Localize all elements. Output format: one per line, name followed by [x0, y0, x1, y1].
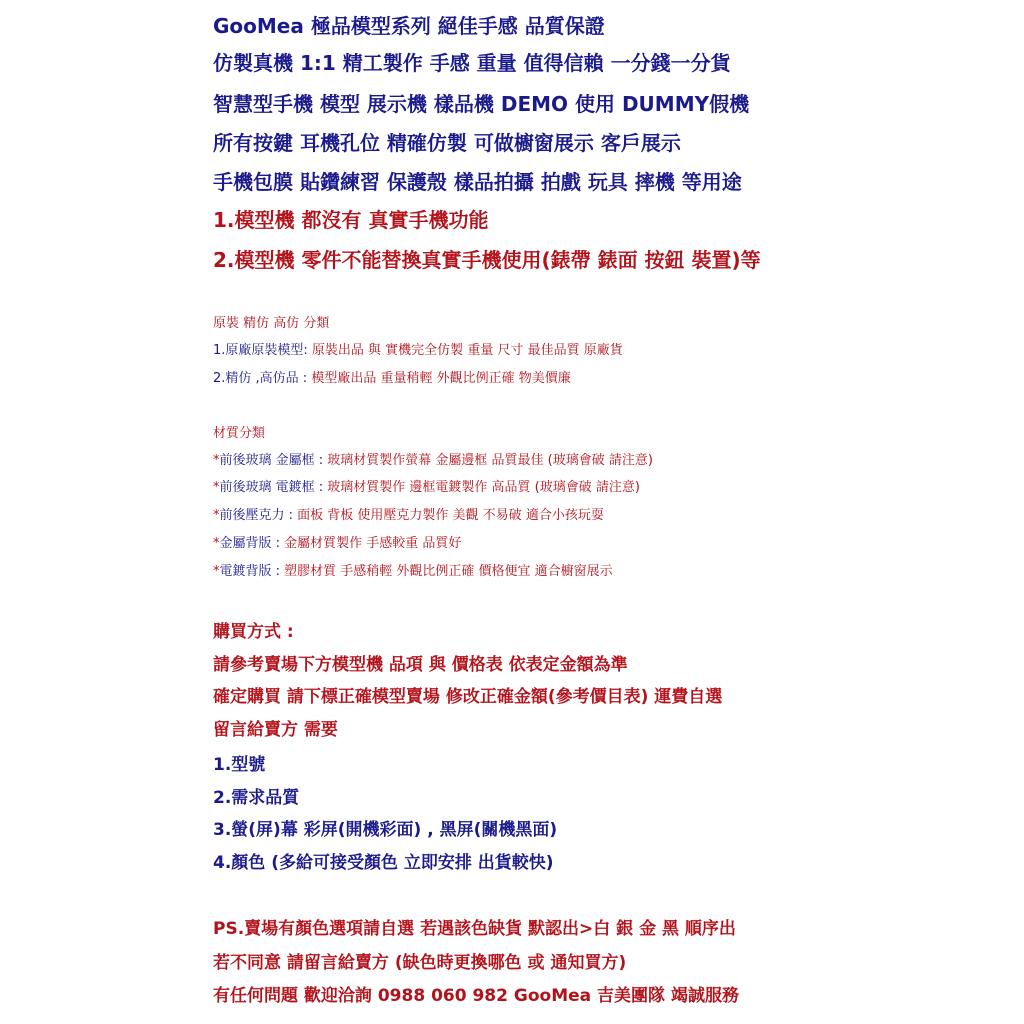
- material-item-label: 前後玻璃 金屬框 :: [219, 453, 328, 468]
- grade-item-1: [213, 344, 623, 357]
- need-item-1: 1.型號: [213, 755, 266, 775]
- bullet-star: *: [213, 480, 220, 495]
- intro-line-4: 所有按鍵 耳機孔位 精確仿製 可做櫥窗展示 客戶展示: [213, 131, 681, 155]
- material-item-label: 前後壓克力 :: [219, 508, 298, 523]
- material-item-4: [213, 537, 461, 550]
- grade-item-label: 1.原廠原裝模型:: [213, 343, 312, 358]
- purchase-line-3: 留言給賣方 需要: [213, 720, 338, 740]
- ps-line-1: PS.賣場有顏色選項請自選 若遇該色缺貨 默認出>白 銀 金 黑 順序出: [213, 919, 736, 939]
- warning-line-2: 2.模型機 零件不能替換真實手機使用(錶帶 錶面 按鈕 裝置)等: [213, 248, 761, 272]
- material-item-desc: 玻璃材質製作螢幕 金屬邊框 品質最佳 (玻璃會破 請注意): [327, 453, 653, 468]
- material-item-label: 電鍍背版 :: [219, 564, 285, 579]
- grade-item-2: [213, 372, 571, 385]
- bullet-star: *: [213, 508, 220, 523]
- purchase-heading: 購買方式 :: [213, 622, 294, 642]
- warning-line-1: 1.模型機 都沒有 真實手機功能: [213, 208, 489, 232]
- material-item-2: [213, 481, 640, 494]
- material-item-desc: 玻璃材質製作 邊框電鍍製作 高品質 (玻璃會破 請注意): [327, 480, 640, 495]
- material-item-label: 金屬背版 :: [219, 536, 285, 551]
- material-item-desc: 金屬材質製作 手感較重 品質好: [284, 536, 462, 551]
- ps-line-3: 有任何問題 歡迎洽詢 0988 060 982 GooMea 吉美團隊 竭誠服務: [213, 986, 739, 1006]
- purchase-line-2: 確定購買 請下標正確模型賣場 修改正確金額(參考價目表) 運費自選: [213, 687, 723, 707]
- grade-item-desc: 原裝出品 與 實機完全仿製 重量 尺寸 最佳品質 原廠貨: [311, 343, 623, 358]
- intro-line-2: 仿製真機 1:1 精工製作 手感 重量 值得信賴 一分錢一分貨: [213, 51, 731, 75]
- material-item-label: 前後玻璃 電鍍框 :: [219, 480, 328, 495]
- need-item-2: 2.需求品質: [213, 788, 300, 808]
- material-item-1: [213, 454, 653, 467]
- material-item-desc: 面板 背板 使用壓克力製作 美觀 不易破 適合小孩玩耍: [297, 508, 604, 523]
- intro-line-1: GooMea 極品模型系列 絕佳手感 品質保證: [213, 14, 605, 38]
- need-item-3: 3.螢(屏)幕 彩屏(開機彩面) , 黑屏(關機黑面): [213, 820, 558, 840]
- grade-item-label: 2.精仿 ,高仿品 :: [213, 371, 312, 386]
- grade-item-desc: 模型廠出品 重量稍輕 外觀比例正確 物美價廉: [311, 371, 571, 386]
- ps-line-2: 若不同意 請留言給賣方 (缺色時更換哪色 或 通知買方): [213, 953, 627, 973]
- intro-line-5: 手機包膜 貼鑽練習 保護殼 樣品拍攝 拍戲 玩具 摔機 等用途: [213, 170, 742, 194]
- grade-heading: 原裝 精仿 高仿 分類: [213, 316, 330, 331]
- material-heading: 材質分類: [213, 426, 266, 441]
- bullet-star: *: [213, 536, 220, 551]
- material-item-5: [213, 565, 613, 578]
- purchase-line-1: 請參考賣場下方模型機 品項 與 價格表 依表定金額為準: [213, 655, 628, 675]
- intro-line-3: 智慧型手機 模型 展示機 樣品機 DEMO 使用 DUMMY假機: [213, 92, 750, 116]
- need-item-4: 4.顏色 (多給可接受顏色 立即安排 出貨較快): [213, 853, 554, 873]
- bullet-star: *: [213, 564, 220, 579]
- bullet-star: *: [213, 453, 220, 468]
- material-item-3: [213, 509, 604, 522]
- material-item-desc: 塑膠材質 手感稍輕 外觀比例正確 價格便宜 適合櫥窗展示: [284, 564, 613, 579]
